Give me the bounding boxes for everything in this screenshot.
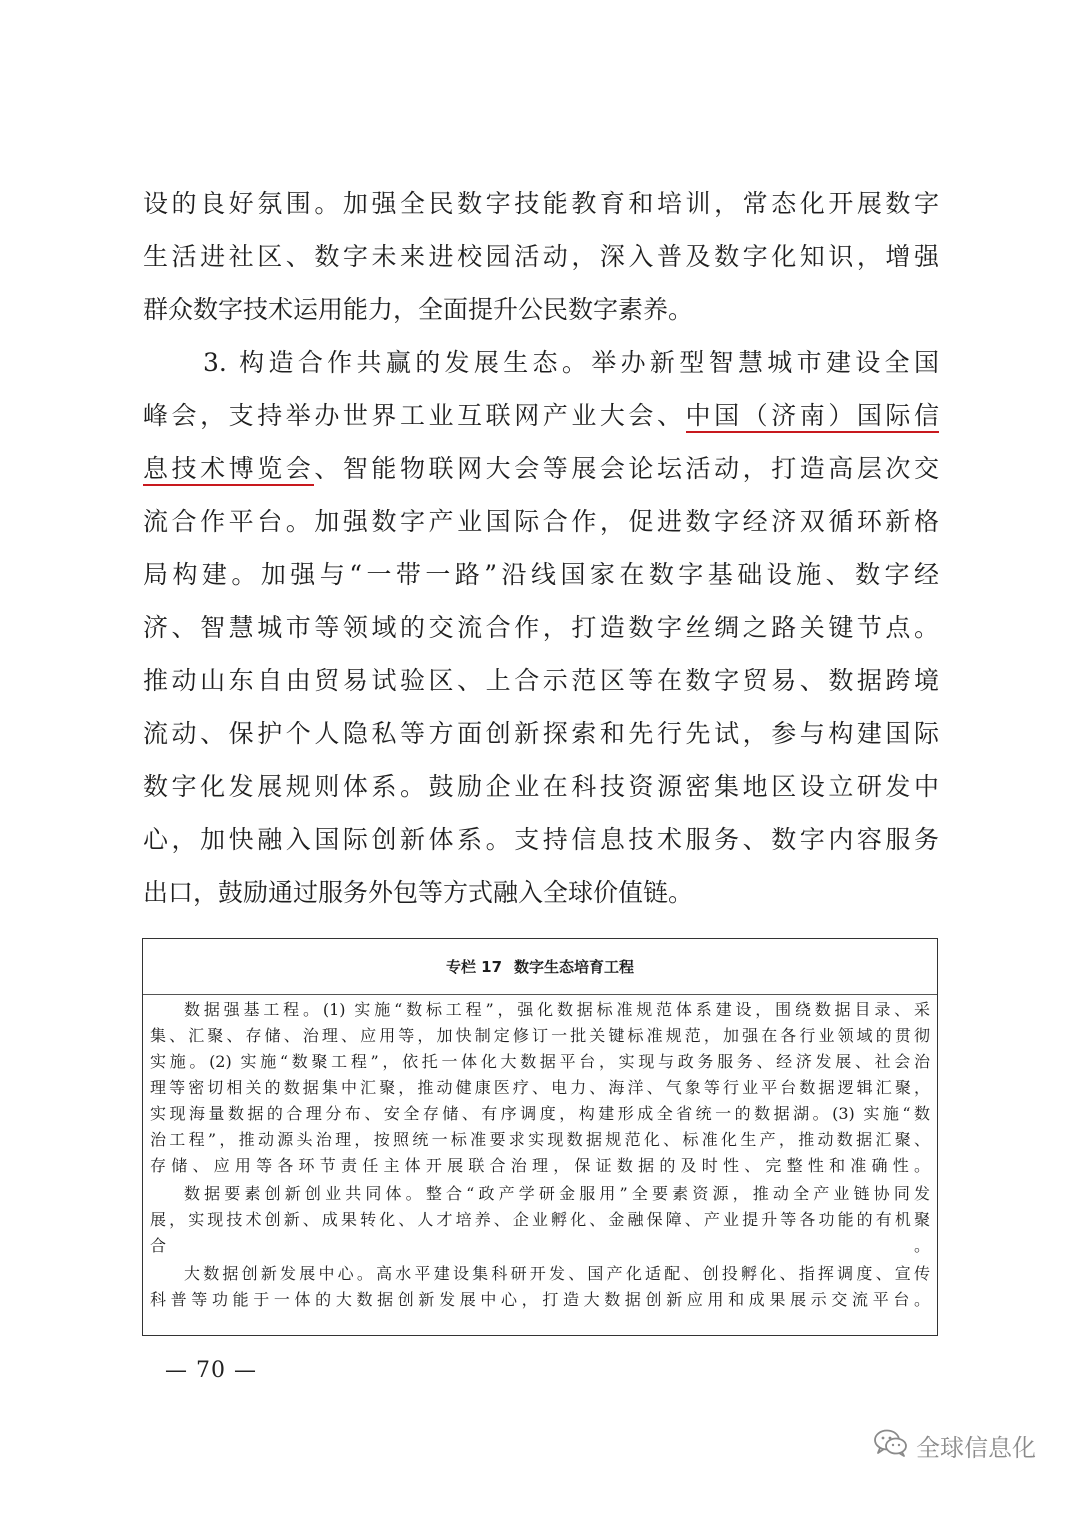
section-heading-line: 3. 构造合作共赢的发展生态。举办新型智慧城市建设全国: [203, 348, 939, 377]
column-text-line: 实现海量数据的合理分布、安全存储、有序调度，构建形成全省统一的数据湖。(3) 实施“数: [150, 1104, 930, 1123]
body-text-line: 流动、保护个人隐私等方面创新探索和先行先试，参与构建国际: [143, 719, 939, 748]
wechat-icon: [874, 1429, 908, 1462]
page-number: — 70 —: [165, 1358, 257, 1383]
body-text-line: 群众数字技术运用能力，全面提升公民数字素养。: [143, 295, 694, 324]
watermark-text: 全球信息化: [916, 1434, 1036, 1462]
column-text-line: 治工程”，推动源头治理，按照统一标准要求实现数据规范化、标准化生产，推动数据汇聚、: [150, 1130, 930, 1149]
body-text-line: [143, 398, 939, 434]
column-text-line: 数据强基工程。(1) 实施“数标工程”，强化数据标准规范体系建设，围绕数据目录、采: [184, 1000, 930, 1019]
underlined-event-name: 中国（济南）国际信: [686, 401, 939, 433]
column-text-line: 科普等功能于一体的大数据创新发展中心，打造大数据创新应用和成果展示交流平台。: [150, 1290, 930, 1309]
body-text-line: 推动山东自由贸易试验区、上合示范区等在数字贸易、数据跨境: [143, 666, 939, 695]
body-text-line: 局构建。加强与“一带一路”沿线国家在数字基础设施、数字经: [143, 560, 939, 589]
column-text-line: 实施。(2) 实施“数聚工程”，依托一体化大数据平台，实现与政务服务、经济发展、社会治: [150, 1052, 930, 1071]
body-text-line: 数字化发展规则体系。鼓励企业在科技资源密集地区设立研发中: [143, 772, 939, 801]
body-text-line: 出口，鼓励通过服务外包等方式融入全球价值链。: [143, 878, 694, 907]
column-text-line: 理等密切相关的数据集中汇聚，推动健康医疗、电力、海洋、气象等行业平台数据逻辑汇聚，: [150, 1078, 930, 1097]
watermark: [874, 1428, 1036, 1463]
body-text-line: [143, 451, 939, 487]
column-box-header: [143, 939, 937, 995]
column-label: 专栏 17: [445, 958, 503, 976]
body-text-segment: 、智能物联网大会等展会论坛活动，打造高层次交: [314, 454, 939, 483]
column-text-line: 大数据创新发展中心。高水平建设集科研开发、国产化适配、创投孵化、指挥调度、宣传: [184, 1264, 930, 1283]
body-text-line: 生活进社区、数字未来进校园活动，深入普及数字化知识，增强: [143, 242, 939, 271]
body-text-line: 济、智慧城市等领域的交流合作，打造数字丝绸之路关键节点。: [143, 613, 939, 642]
column-text-line: 存储、应用等各环节责任主体开展联合治理，保证数据的及时性、完整性和准确性。: [150, 1156, 930, 1175]
column-title: 数字生态培育工程: [514, 958, 635, 976]
underlined-event-name-continued: 息技术博览会: [143, 454, 314, 486]
body-text-line: 心，加快融入国际创新体系。支持信息技术服务、数字内容服务: [143, 825, 939, 854]
body-text-segment: 峰会，支持举办世界工业互联网产业大会、: [143, 401, 686, 430]
column-text-line: 集、汇聚、存储、治理、应用等，加快制定修订一批关键标准规范，加强在各行业领域的贯彻: [150, 1026, 930, 1045]
body-text-line: 流合作平台。加强数字产业国际合作，促进数字经济双循环新格: [143, 507, 939, 536]
body-text-line: 设的良好氛围。加强全民数字技能教育和培训，常态化开展数字: [143, 189, 939, 218]
column-text-line: 展，实现技术创新、成果转化、人才培养、企业孵化、金融保障、产业提升等各功能的有机聚: [150, 1210, 930, 1229]
column-box: [142, 938, 938, 1336]
column-text-line: 合。: [150, 1236, 930, 1255]
column-text-line: 数据要素创新创业共同体。整合“政产学研金服用”全要素资源，推动全产业链协同发: [184, 1184, 930, 1203]
